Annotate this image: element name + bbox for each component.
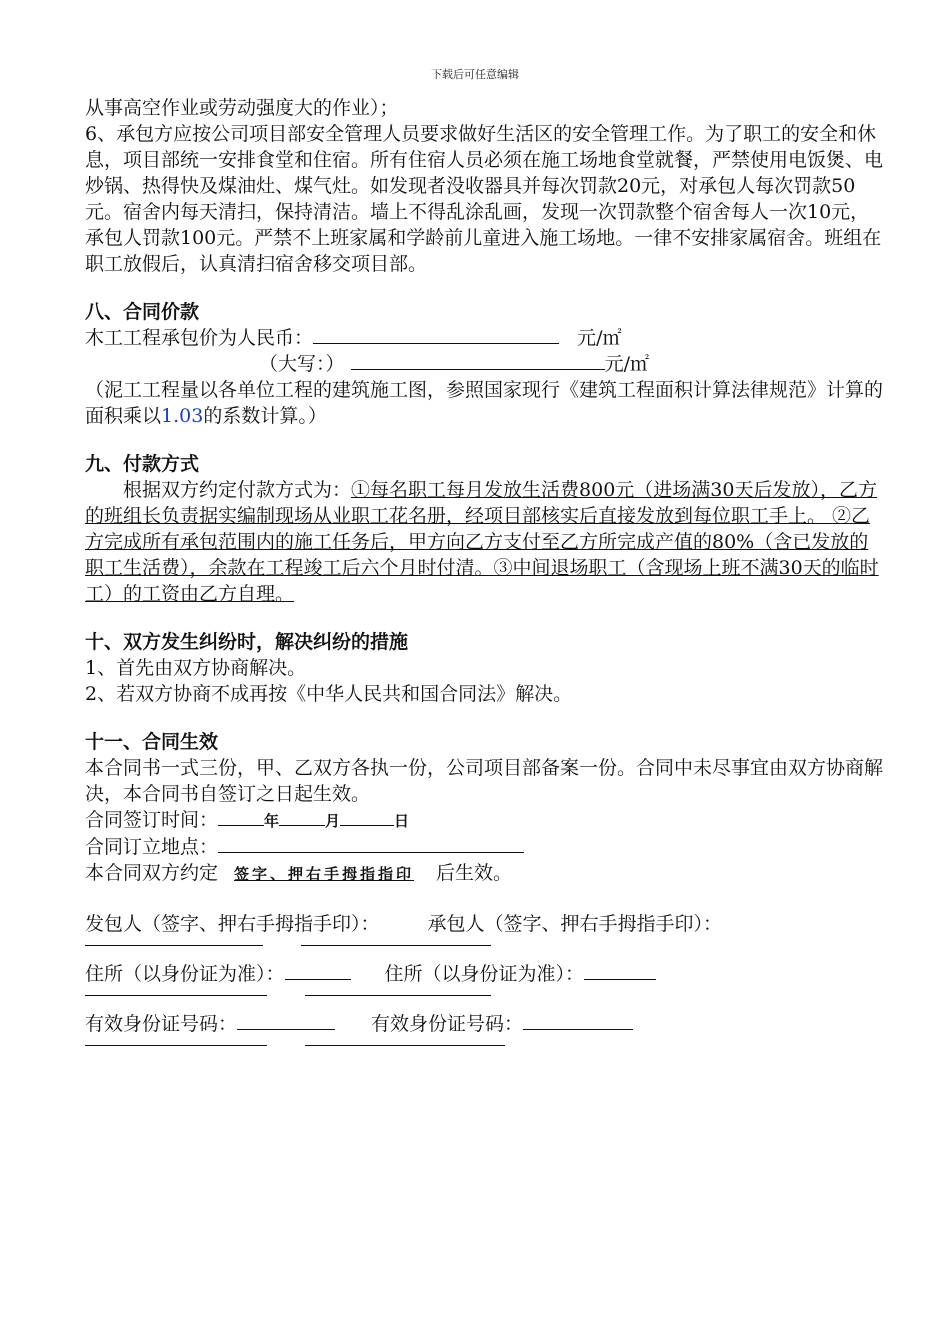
sign-time-label: 合同签订时间： (85, 809, 219, 831)
residence-lines (85, 987, 885, 1001)
contractor-id-line[interactable] (305, 1037, 505, 1046)
contractor-id-label: 有效身份证号码： (371, 1013, 524, 1035)
price-note (85, 377, 885, 429)
dispute-item-1: 1、首先由双方协商解决。 (85, 657, 307, 679)
residence-row (85, 961, 885, 987)
issuer-id-line[interactable] (85, 1037, 267, 1046)
issuer-residence-line[interactable] (85, 987, 267, 996)
id-row (85, 1011, 885, 1037)
month-label: 月 (325, 812, 341, 830)
agreement-prefix: 本合同双方约定 (85, 862, 219, 884)
id-lines (85, 1037, 885, 1051)
issuer-id-blank[interactable] (237, 1011, 335, 1030)
note-tail: 的系数计算。） (203, 405, 327, 427)
sign-place-label: 合同订立地点： (85, 836, 219, 858)
sign-place-line (85, 834, 885, 860)
signature-lines (85, 937, 885, 951)
intro-paragraph-6: 6、承包方应按公司项目部安全管理人员要求做好生活区的安全管理工作。为了职工的安全和休息，项目部统一安排食堂和住宿。所有住宿人员必须在施工场地食堂就餐，严禁使用电饭煲、电炒锅、热得快及煤油灶、煤气灶。如发现者没收器具并每次罚款20元，对承包人每次罚款50元。宿舍内每天清扫，保持清洁。墙上不得乱涂乱画，发现一次罚款整个宿舍每人一次10元，承包人罚款100元。严禁不上班家属和学龄前儿童进入施工场地。一律不安排家属宿舍。班组在职工放假后，认真清扫宿舍移交项目部。 (85, 123, 884, 275)
contractor-id-blank[interactable] (523, 1011, 633, 1030)
contractor-signature-label: 承包人（签字、押右手拇指手印）： (427, 913, 723, 935)
coefficient-value: 1.03 (161, 405, 204, 427)
effect-paragraph: 本合同书一式三份，甲、乙双方各执一份，公司项目部备案一份。合同中未尽事宜由双方协商解决，本合同书自签订之日起生效。 (85, 757, 884, 805)
price-unit: 元/㎡ (577, 327, 622, 349)
price-label: 木工工程承包价为人民币： (85, 327, 314, 349)
section-9-title: 九、付款方式 (85, 453, 200, 475)
contractor-residence-line[interactable] (305, 987, 491, 996)
agreement-fill: 签字、押右手拇指指印 (234, 865, 415, 883)
issuer-id-label: 有效身份证号码： (85, 1013, 238, 1035)
intro-line-1: 从事高空作业或劳动强度大的作业）； (85, 97, 399, 119)
issuer-residence-blank[interactable] (285, 961, 351, 980)
day-label: 日 (394, 812, 410, 830)
issuer-signature-blank[interactable] (85, 937, 263, 946)
party-labels-row (85, 911, 885, 937)
price-line-2 (85, 351, 885, 377)
price-blank[interactable] (313, 325, 559, 344)
issuer-residence-label: 住所（以身份证为准）： (85, 963, 285, 985)
section-10-title: 十、双方发生纠纷时，解决纠纷的措施 (85, 631, 409, 653)
place-blank[interactable] (218, 834, 524, 853)
capital-label: （大写：） (259, 353, 345, 375)
year-blank[interactable] (218, 807, 264, 826)
month-blank[interactable] (279, 807, 325, 826)
contractor-residence-label: 住所（以身份证为准）： (384, 963, 585, 985)
document-body (85, 95, 885, 1061)
section-8-title: 八、合同价款 (85, 301, 200, 323)
year-label: 年 (264, 812, 280, 830)
contractor-signature-blank[interactable] (301, 937, 491, 946)
issuer-signature-label: 发包人（签字、押右手拇指手印）： (85, 913, 380, 935)
capital-unit: 元/㎡ (604, 353, 649, 375)
payment-terms: ①每名职工每月发放生活费800元（进场满30天后发放），乙方的班组长负责据实编制现场从业职工花名册，经项目部核实后直接发放到每位职工手上。 ②乙方完成所有承包范围内的施工任务后，甲方向乙方支付至乙方所完成产值的80%（含已发放的职工生活费），余款在工程竣工后六个月时付清。③中间退场职工（含现场上班不满30天的临时工）的工资由乙方自理。 (85, 479, 879, 605)
payment-paragraph (85, 477, 885, 607)
sign-time-line (85, 807, 885, 834)
capital-blank[interactable] (351, 351, 605, 370)
agreement-line (85, 860, 885, 887)
dispute-item-2: 2、若双方协商不成再按《中华人民共和国合同法》解决。 (85, 683, 573, 705)
payment-lead: 根据双方约定付款方式为： (123, 479, 352, 501)
page-header: 下载后可任意编辑 (431, 68, 519, 81)
agreement-suffix: 后生效。 (436, 862, 513, 884)
section-11-title: 十一、合同生效 (85, 731, 219, 753)
contractor-residence-blank[interactable] (584, 961, 656, 980)
note-text: （泥工工程量以各单位工程的建筑施工图，参照国家现行《建筑工程面积计算法律规范》计算的面积乘以 (85, 379, 884, 427)
price-line-1 (85, 325, 885, 351)
day-blank[interactable] (340, 807, 394, 826)
